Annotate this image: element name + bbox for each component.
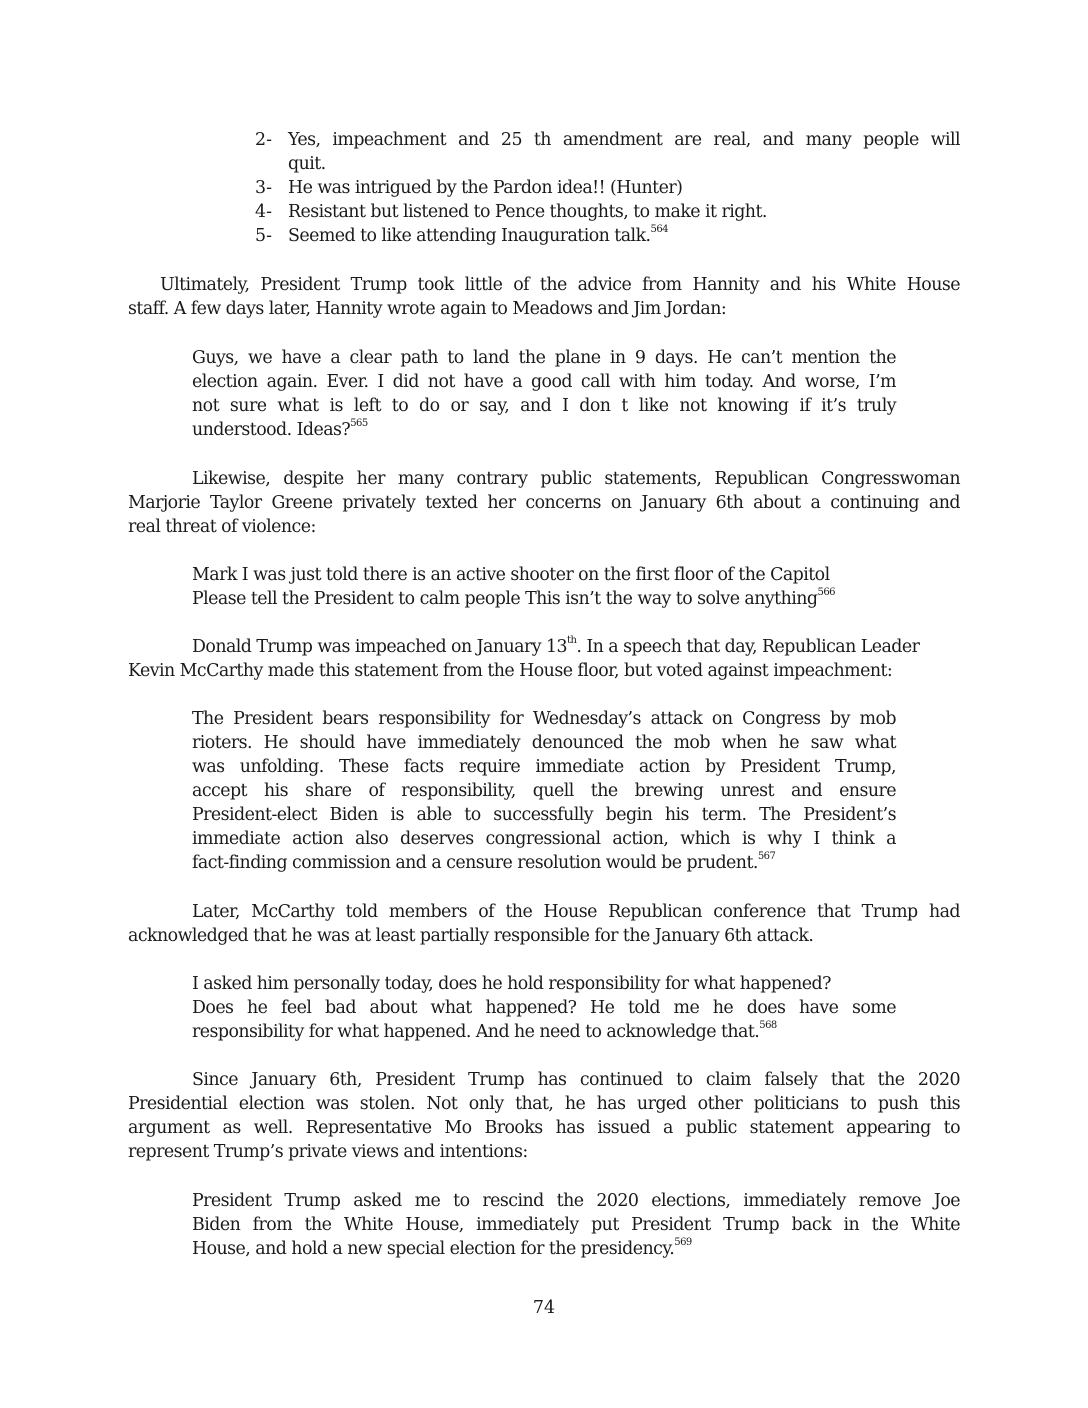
footnote-ref[interactable]: 569 — [674, 1237, 692, 1249]
quote-line — [192, 587, 835, 611]
ordinal-suffix: th — [567, 635, 577, 647]
quote-line: The President bears responsibility for Wednesday’s attack on Congress by mob — [192, 709, 896, 729]
list-item-text: quit. — [288, 154, 326, 174]
paragraph-line: Ultimately, President Trump took little of the advice from Hannity and his White House — [160, 275, 960, 295]
paragraph-line — [192, 635, 919, 659]
footnote-ref[interactable]: 568 — [759, 1020, 777, 1032]
footnote-ref[interactable]: 566 — [817, 587, 835, 599]
quote-line-text: understood. Ideas? — [192, 420, 351, 440]
quote-line: election again. Ever. I did not have a good call with him today. And worse, I’m — [192, 372, 896, 392]
list-number: 5- — [255, 226, 272, 246]
quote-line — [192, 418, 368, 442]
paragraph-line: represent Trump’s private views and intentions: — [128, 1142, 528, 1162]
footnote-ref[interactable]: 564 — [650, 224, 668, 236]
paragraph-line: Presidential election was stolen. Not only that, he has urged other politicians to push this — [128, 1094, 960, 1114]
quote-line: immediate action also deserves congressional action, which is why I think a — [192, 829, 896, 849]
page-number: 74 — [532, 1298, 556, 1318]
quote-line: I asked him personally today, does he hold responsibility for what happened? — [192, 974, 831, 994]
quote-line-text: Please tell the President to calm people This isn’t the way to solve anything — [192, 589, 818, 609]
quote-line: accept his share of responsibility, quell the brewing unrest and ensure — [192, 781, 896, 801]
list-item-text — [288, 224, 668, 248]
quote-line: was unfolding. These facts require immediate action by President Trump, — [192, 757, 896, 777]
paragraph-line: Likewise, despite her many contrary public statements, Republican Congresswoman — [192, 469, 960, 489]
quote-line: Guys, we have a clear path to land the plane in 9 days. He can’t mention the — [192, 348, 896, 368]
quote-line: President-elect Biden is able to successfully begin his term. The President’s — [192, 805, 896, 825]
paragraph-line: real threat of violence: — [128, 517, 316, 537]
list-item-text: Yes, impeachment and 25 th amendment are real, and many people will — [288, 130, 960, 150]
quote-line-text: responsibility for what happened. And he need to acknowledge that. — [192, 1022, 760, 1042]
footnote-ref[interactable]: 565 — [350, 418, 368, 430]
quote-line: Mark I was just told there is an active shooter on the first floor of the Capitol — [192, 565, 830, 585]
paragraph-line: Marjorie Taylor Greene privately texted her concerns on January 6th about a continuing and — [128, 493, 960, 513]
paragraph-line: Later, McCarthy told members of the House Republican conference that Trump had — [192, 902, 960, 922]
list-number: 4- — [255, 202, 272, 222]
quote-line: Does he feel bad about what happened? He told me he does have some — [192, 998, 896, 1018]
quote-line — [192, 1237, 692, 1261]
quote-line-text: House, and hold a new special election for the presidency. — [192, 1239, 675, 1259]
footnote-ref[interactable]: 567 — [757, 851, 776, 863]
list-number: 3- — [255, 178, 272, 198]
paragraph-line: staff. A few days later, Hannity wrote again to Meadows and Jim Jordan: — [128, 299, 727, 319]
paragraph-text: Donald Trump was impeached on January 13 — [192, 637, 568, 657]
quote-line-text: fact-finding commission and a censure resolution would be prudent. — [192, 853, 758, 873]
paragraph-line: acknowledged that he was at least partially responsible for the January 6th attack. — [128, 926, 814, 946]
list-number: 2- — [255, 130, 272, 150]
list-item-text-content: Seemed to like attending Inauguration talk. — [288, 226, 651, 246]
paragraph-line: argument as well. Representative Mo Brooks has issued a public statement appearing to — [128, 1118, 960, 1138]
list-item-text: He was intrigued by the Pardon idea!! (Hunter) — [288, 178, 683, 198]
paragraph-line: Since January 6th, President Trump has continued to claim falsely that the 2020 — [192, 1070, 960, 1090]
quote-line — [192, 1020, 777, 1044]
quote-line — [192, 851, 775, 875]
quote-line: President Trump asked me to rescind the 2020 elections, immediately remove Joe — [192, 1191, 960, 1211]
paragraph-line: Kevin McCarthy made this statement from the House floor, but voted against impeachment: — [128, 661, 893, 681]
quote-line: not sure what is left to do or say, and I don t like not knowing if it’s truly — [192, 396, 896, 416]
quote-line: rioters. He should have immediately denounced the mob when he saw what — [192, 733, 896, 753]
list-item-text: Resistant but listened to Pence thoughts, to make it right. — [288, 202, 767, 222]
paragraph-text: . In a speech that day, Republican Leader — [576, 637, 920, 657]
quote-line: Biden from the White House, immediately put President Trump back in the White — [192, 1215, 960, 1235]
